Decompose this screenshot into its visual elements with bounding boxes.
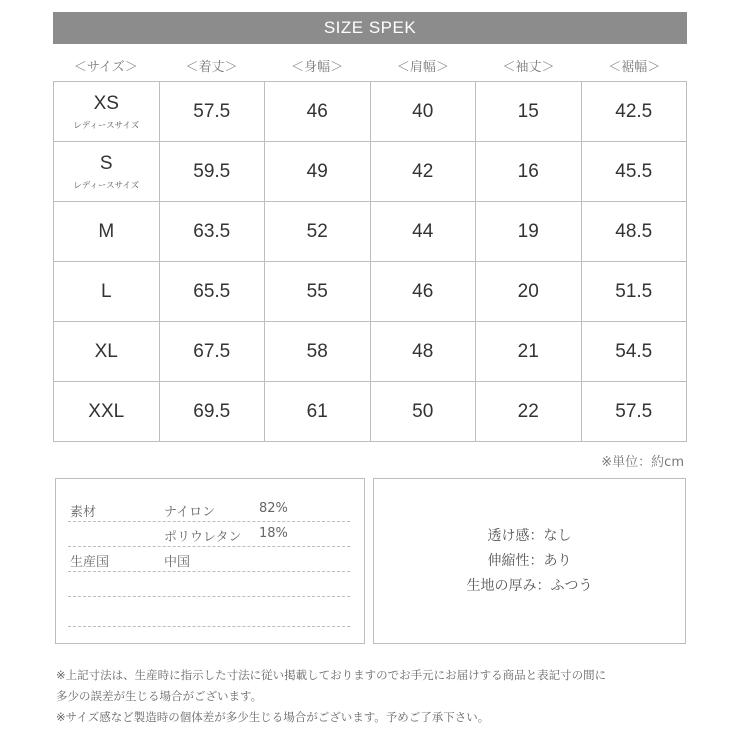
size-row [54, 142, 687, 202]
material-pct: 18% [259, 526, 288, 541]
measurement-cell: 19 [476, 202, 582, 262]
header-body-width: ＜身幅＞ [291, 60, 344, 75]
size-cell [54, 322, 160, 382]
measurement-cell: 65.5 [159, 262, 265, 322]
material-row [68, 526, 350, 547]
material-box [55, 478, 365, 644]
size-label: L [100, 280, 112, 302]
stretch-text: 伸縮性：あり [487, 552, 572, 569]
size-label: S [99, 152, 113, 174]
origin-label: 生産国 [70, 555, 110, 570]
size-note: レディースサイズ [73, 180, 140, 191]
blank-row [68, 576, 350, 597]
measurement-cell: 69.5 [159, 382, 265, 442]
measurement-cell: 55 [265, 262, 371, 322]
header-shoulder: ＜肩幅＞ [396, 60, 449, 75]
thickness-text: 生地の厚み：ふつう [466, 577, 593, 594]
blank-row [68, 606, 350, 627]
unit-note: ※単位：約cm [601, 455, 684, 470]
size-row [54, 262, 687, 322]
measurement-cell: 49 [265, 142, 371, 202]
measurement-cell: 44 [370, 202, 476, 262]
measurement-cell: 57.5 [159, 82, 265, 142]
header-length: ＜着丈＞ [185, 60, 238, 75]
disclaimer-notes [56, 665, 696, 728]
measurement-cell: 52 [265, 202, 371, 262]
size-row [54, 202, 687, 262]
sheerness-text: 透け感：なし [487, 527, 572, 544]
measurement-cell: 50 [370, 382, 476, 442]
size-label: M [98, 220, 115, 242]
origin-row [68, 551, 350, 572]
size-table-headers [53, 56, 687, 78]
note-line: 多少の誤差が生じる場合がございます。 [56, 689, 263, 703]
header-size: ＜サイズ＞ [73, 60, 138, 75]
header-hem: ＜裾幅＞ [608, 60, 661, 75]
size-cell [54, 262, 160, 322]
size-spec-title: SIZE SPEK [53, 12, 687, 44]
size-table [53, 81, 687, 442]
measurement-cell: 67.5 [159, 322, 265, 382]
size-label: XS [93, 92, 119, 114]
measurement-cell: 42 [370, 142, 476, 202]
measurement-cell: 40 [370, 82, 476, 142]
measurement-cell: 57.5 [581, 382, 687, 442]
measurement-cell: 21 [476, 322, 582, 382]
material-label: 素材 [70, 505, 97, 520]
header-sleeve: ＜袖丈＞ [502, 60, 555, 75]
measurement-cell: 46 [265, 82, 371, 142]
measurement-cell: 48 [370, 322, 476, 382]
measurement-cell: 63.5 [159, 202, 265, 262]
size-row [54, 382, 687, 442]
material-row [68, 501, 350, 522]
fabric-feel-box [373, 478, 686, 644]
size-cell [54, 82, 160, 142]
measurement-cell: 58 [265, 322, 371, 382]
measurement-cell: 20 [476, 262, 582, 322]
size-row [54, 322, 687, 382]
measurement-cell: 54.5 [581, 322, 687, 382]
size-cell [54, 202, 160, 262]
note-line: ※上記寸法は、生産時に指示した寸法に従い掲載しておりますのでお手元にお届けする商品と表記寸の間に [56, 668, 607, 682]
measurement-cell: 16 [476, 142, 582, 202]
size-label: XL [94, 340, 118, 362]
measurement-cell: 61 [265, 382, 371, 442]
size-row [54, 82, 687, 142]
size-cell [54, 142, 160, 202]
material-name: ポリウレタン [164, 530, 242, 545]
measurement-cell: 42.5 [581, 82, 687, 142]
material-name: ナイロン [164, 505, 216, 520]
note-line: ※サイズ感など製造時の個体差が多少生じる場合がございます。予めご了承下さい。 [56, 710, 490, 724]
measurement-cell: 46 [370, 262, 476, 322]
origin-value: 中国 [164, 555, 191, 570]
material-pct: 82% [259, 501, 288, 516]
measurement-cell: 59.5 [159, 142, 265, 202]
measurement-cell: 45.5 [581, 142, 687, 202]
measurement-cell: 48.5 [581, 202, 687, 262]
measurement-cell: 22 [476, 382, 582, 442]
size-cell [54, 382, 160, 442]
size-note: レディースサイズ [73, 120, 140, 131]
size-label: XXL [88, 400, 125, 422]
measurement-cell: 51.5 [581, 262, 687, 322]
measurement-cell: 15 [476, 82, 582, 142]
